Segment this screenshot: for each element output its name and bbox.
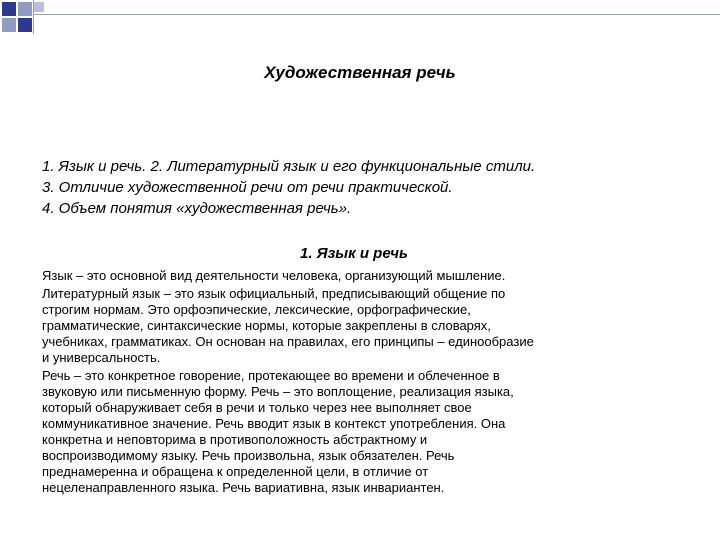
decor-square-light <box>18 2 32 16</box>
decor-square-light-small <box>34 2 44 12</box>
paragraph-literary-language <box>42 286 702 366</box>
body-text <box>42 268 702 498</box>
toc-item: 4. Объем понятия «художественная речь». <box>42 200 352 217</box>
paragraph-line: коммуникативное значение. Речь вводит язык в контекст употребления. Она <box>42 416 506 431</box>
toc-item: 3. Отличие художественной речи от речи практической. <box>42 179 453 196</box>
table-of-contents <box>42 156 692 219</box>
paragraph-speech <box>42 368 702 496</box>
paragraph-line: звуковую или письменную форму. Речь – это воплощение, реализация языка, <box>42 384 514 399</box>
paragraph-line: воспроизводимому языку. Речь произвольна, язык обязателен. Речь <box>42 448 455 463</box>
decor-vertical-line <box>33 0 34 34</box>
decor-horizontal-line <box>34 14 720 15</box>
corner-decoration <box>0 0 720 40</box>
paragraph-line: Язык – это основной вид деятельности человека, организующий мышление. <box>42 268 506 283</box>
paragraph-line: конкретна и неповторима в противоположность абстрактному и <box>42 432 428 447</box>
toc-item: 1. Язык и речь. 2. Литературный язык и его функциональные стили. <box>42 158 536 175</box>
slide-title: Художественная речь <box>264 63 456 82</box>
paragraph-line: нецеленаправленного языка. Речь вариативна, язык инвариантен. <box>42 480 445 495</box>
section-heading: 1. Язык и речь <box>300 245 408 262</box>
decor-square-dark-lower <box>18 18 32 32</box>
paragraph-line: преднамеренна и обращена к определенной цели, в отличие от <box>42 464 429 479</box>
paragraph-line: который обнаруживает себя в речи и только через нее выполняет свое <box>42 400 472 415</box>
paragraph-line: и универсальность. <box>42 350 161 365</box>
paragraph-line: Литературный язык – это язык официальный, предписывающий общение по <box>42 286 506 301</box>
paragraph-language <box>42 268 702 284</box>
decor-square-light-lower <box>2 18 16 32</box>
paragraph-line: Речь – это конкретное говорение, протекающее во времени и облеченное в <box>42 368 500 383</box>
paragraph-line: учебниках, грамматиках. Он основан на правилах, его принципы – единообразие <box>42 334 534 349</box>
decor-square-dark <box>2 2 16 16</box>
paragraph-line: строгим нормам. Это орфоэпические, лексические, орфографические, <box>42 302 471 317</box>
paragraph-line: грамматические, синтаксические нормы, которые закреплены в словарях, <box>42 318 491 333</box>
